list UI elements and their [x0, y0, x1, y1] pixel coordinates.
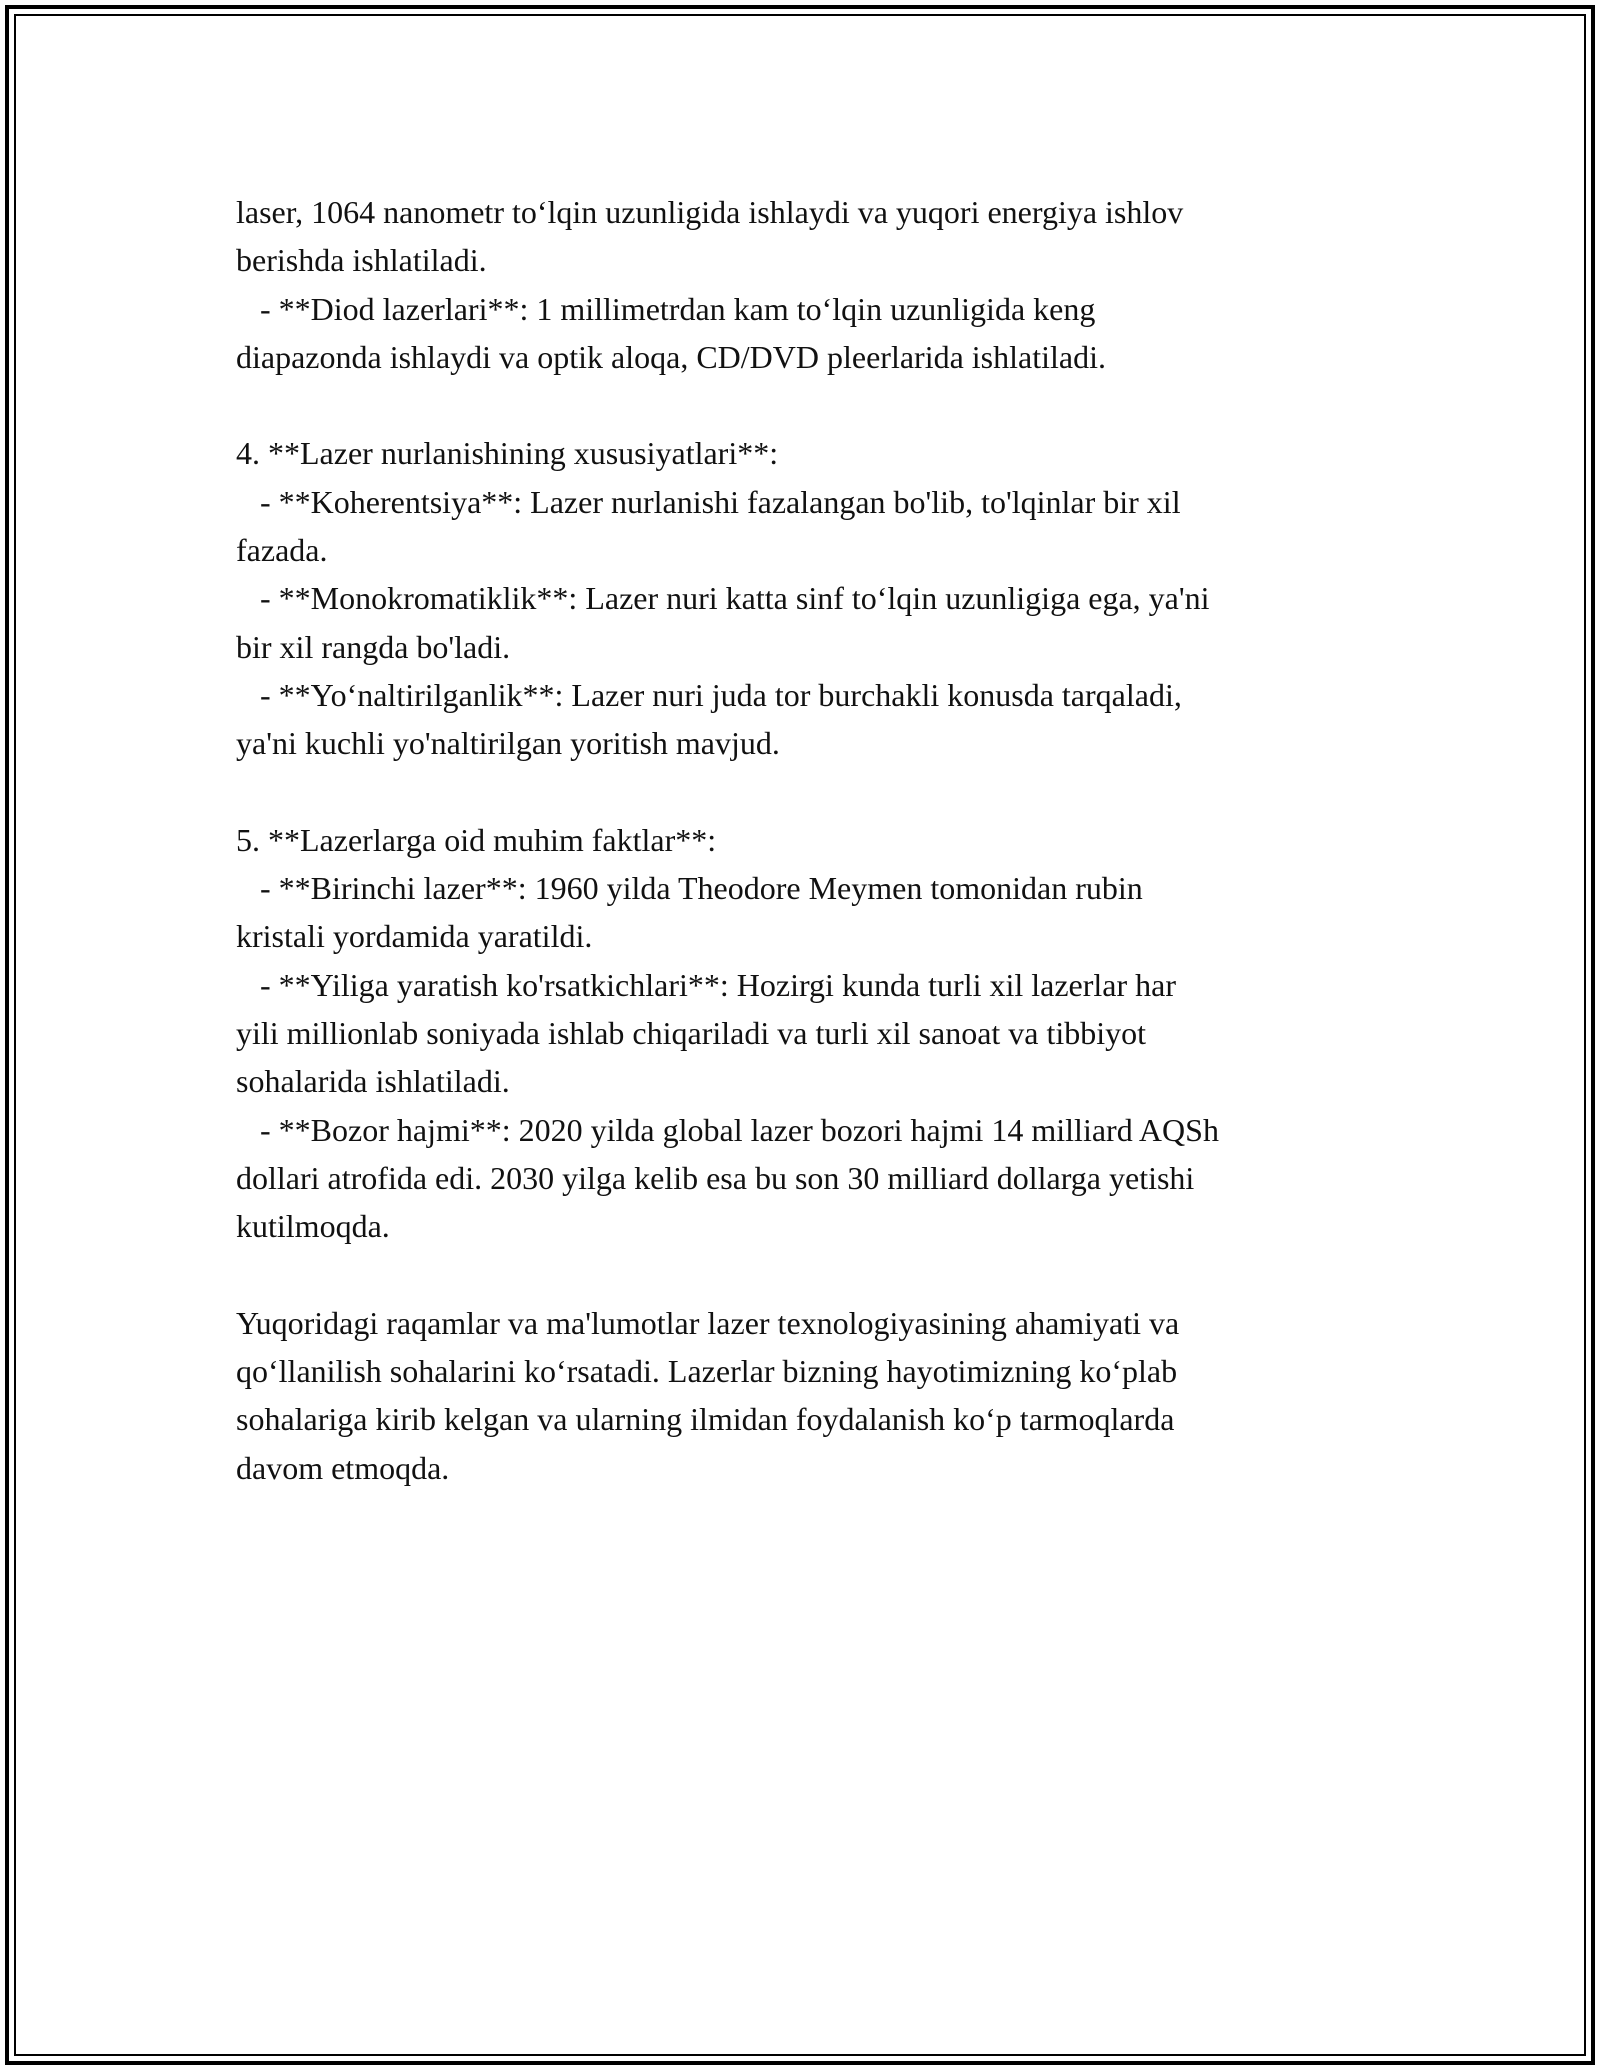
text-line: fazada. — [236, 532, 328, 569]
blank-line — [236, 768, 1386, 816]
text-line: - **Bozor hajmi**: 2020 yilda global lazer bozori hajmi 14 milliard AQSh — [236, 1111, 1219, 1148]
document-body — [236, 188, 1386, 1492]
text-line: kutilmoqda. — [236, 1208, 390, 1245]
text-line: diapazonda ishlaydi va optik aloqa, CD/DVD pleerlarida ishlatiladi. — [236, 338, 1106, 375]
conclusion-line: davom etmoqda. — [236, 1449, 450, 1486]
section-heading: 5. **Lazerlarga oid muhim faktlar**: — [236, 821, 717, 858]
text-line: - **Monokromatiklik**: Lazer nuri katta sinf to‘lqin uzunligiga ega, ya'ni — [236, 580, 1210, 617]
text-line: dollari atrofida edi. 2030 yilga kelib esa bu son 30 milliard dollarga yetishi — [236, 1159, 1195, 1196]
conclusion-line: qo‘llanilish sohalarini ko‘rsatadi. Lazerlar bizning hayotimizning ko‘plab — [236, 1353, 1178, 1390]
text-line: ya'ni kuchli yo'naltirilgan yoritish mavjud. — [236, 725, 780, 762]
conclusion-line: Yuqoridagi raqamlar va ma'lumotlar lazer texnologiyasining ahamiyati va — [236, 1304, 1180, 1341]
text-line: yili millionlab soniyada ishlab chiqariladi va turli xil sanoat va tibbiyot — [236, 1015, 1147, 1052]
text-line: kristali yordamida yaratildi. — [236, 918, 593, 955]
section-heading: 4. **Lazer nurlanishining xususiyatlari**: — [236, 435, 779, 472]
text-line: - **Birinchi lazer**: 1960 yilda Theodore Meymen tomonidan rubin — [236, 870, 1143, 907]
text-line: - **Koherentsiya**: Lazer nurlanishi fazalangan bo'lib, to'lqinlar bir xil — [236, 483, 1181, 520]
conclusion-line: sohalariga kirib kelgan va ularning ilmidan foydalanish ko‘p tarmoqlarda — [236, 1401, 1175, 1438]
text-line: - **Yo‘naltirilganlik**: Lazer nuri juda tor burchakli konusda tarqaladi, — [236, 676, 1182, 713]
text-line: - **Diod lazerlari**: 1 millimetrdan kam to‘lqin uzunligida keng — [236, 290, 1096, 327]
blank-line — [236, 1251, 1386, 1299]
blank-line — [236, 381, 1386, 429]
text-line: - **Yiliga yaratish ko'rsatkichlari**: Hozirgi kunda turli xil lazerlar har — [236, 966, 1177, 1003]
text-line: berishda ishlatiladi. — [236, 242, 487, 279]
text-line: laser, 1064 nanometr to‘lqin uzunligida ishlaydi va yuqori energiya ishlov — [236, 194, 1184, 230]
text-line: bir xil rangda bo'ladi. — [236, 628, 511, 665]
text-line: sohalarida ishlatiladi. — [236, 1063, 510, 1100]
